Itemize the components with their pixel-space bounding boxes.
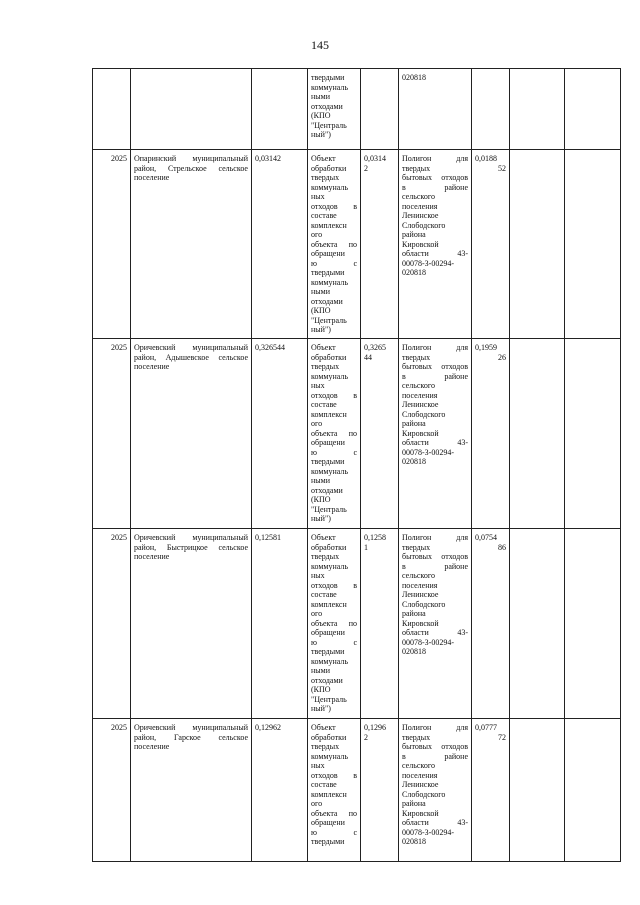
- share-cell: [472, 529, 510, 719]
- landfill-line: бытовых отходов: [402, 552, 468, 561]
- share-line: 0,0188: [475, 154, 497, 163]
- table-row: [93, 719, 621, 862]
- district-line: поселение: [134, 742, 170, 751]
- object-line: составе: [311, 780, 337, 789]
- area-cell: [252, 69, 308, 150]
- landfill-line: области 43-: [402, 628, 468, 637]
- value-line: 1: [364, 542, 368, 552]
- object-line: отходов в: [311, 390, 357, 400]
- object-line: "Централь: [311, 120, 347, 130]
- landfill-line: Ленинское: [402, 211, 439, 220]
- landfill-line: Слободского: [402, 220, 446, 230]
- value-line: 2: [364, 163, 368, 173]
- area-cell: 0,03142: [252, 150, 308, 339]
- landfill-line: области 43-: [402, 249, 468, 258]
- landfill-line: района: [402, 419, 426, 428]
- share-cell: [472, 69, 510, 150]
- landfill-line: 020818: [402, 73, 426, 82]
- object-line: ого: [311, 609, 323, 618]
- area-cell: 0,12962: [252, 719, 308, 862]
- table-row: [93, 529, 621, 719]
- object-line: составе: [311, 400, 337, 409]
- object-line: "Централь: [311, 504, 347, 514]
- district-line: Оричевский муниципальный: [134, 723, 248, 732]
- landfill-line: района: [402, 609, 426, 618]
- table-row: [93, 339, 621, 529]
- share-cell: [472, 150, 510, 339]
- object-line: твердыми: [311, 73, 345, 82]
- district-line: район, Стрельское сельское: [134, 163, 248, 173]
- object-line: Объект: [311, 533, 336, 542]
- landfill-line: в районе: [402, 371, 468, 381]
- object-line: отходов в: [311, 770, 357, 780]
- object-line: ными: [311, 92, 330, 101]
- landfill-line: твердых: [402, 163, 431, 173]
- district-cell: [131, 69, 252, 150]
- object-line: объекта по: [311, 618, 357, 628]
- object-line: обращени: [311, 249, 345, 258]
- object-line: "Централь: [311, 694, 347, 704]
- landfill-line: Кировской: [402, 428, 439, 438]
- landfill-line: в районе: [402, 182, 468, 192]
- object-line: отходов в: [311, 201, 357, 211]
- share-cell: [472, 719, 510, 862]
- object-cell: [308, 529, 361, 719]
- district-cell: [131, 150, 252, 339]
- share-cell: [472, 339, 510, 529]
- landfill-line: в районе: [402, 561, 468, 571]
- object-line: ных: [311, 192, 325, 201]
- object-line: твердыми: [311, 647, 345, 656]
- landfill-line: 020818: [402, 268, 426, 277]
- value-cell: [361, 150, 399, 339]
- landfill-line: поселения: [402, 201, 438, 211]
- district-cell: [131, 719, 252, 862]
- district-cell: [131, 339, 252, 529]
- landfill-line: бытовых отходов: [402, 362, 468, 371]
- object-line: обработки: [311, 163, 347, 173]
- landfill-line: твердых: [402, 732, 431, 742]
- object-line: ный"): [311, 130, 331, 139]
- district-line: поселение: [134, 173, 170, 182]
- year-cell: [93, 69, 131, 150]
- landfill-line: Кировской: [402, 239, 439, 249]
- district-line: поселение: [134, 362, 170, 371]
- object-cell: [308, 150, 361, 339]
- landfill-line: Ленинское: [402, 590, 439, 599]
- year-cell: 2025: [93, 529, 131, 719]
- object-line: коммуналь: [311, 466, 348, 476]
- object-line: коммуналь: [311, 182, 348, 192]
- share-line: 0,1959: [475, 343, 497, 352]
- object-cell: [308, 69, 361, 150]
- share-line: 72: [498, 732, 506, 742]
- landfill-line: области 43-: [402, 818, 468, 827]
- object-line: твердыми: [311, 268, 345, 277]
- district-line: район, Адышевское сельское: [134, 352, 248, 362]
- empty-cell: [565, 150, 621, 339]
- landfill-line: 020818: [402, 837, 426, 846]
- object-line: ный"): [311, 514, 331, 523]
- object-line: (КПО: [311, 495, 331, 504]
- object-cell: [308, 339, 361, 529]
- district-line: район, Гарское сельское: [134, 732, 248, 742]
- object-line: коммуналь: [311, 751, 348, 761]
- object-line: отходов в: [311, 580, 357, 590]
- landfill-line: поселения: [402, 770, 438, 780]
- district-line: район, Быстрицкое сельское: [134, 542, 248, 552]
- area-cell: 0,12581: [252, 529, 308, 719]
- object-line: твердыми: [311, 457, 345, 466]
- landfill-line: Полигон для: [402, 533, 468, 542]
- landfill-cell: [399, 339, 472, 529]
- value-line: 0,0314: [364, 154, 386, 163]
- empty-cell: [510, 339, 565, 529]
- object-line: объекта по: [311, 239, 357, 249]
- value-line: 44: [364, 352, 372, 362]
- landfill-line: Ленинское: [402, 780, 439, 789]
- area-cell: 0,326544: [252, 339, 308, 529]
- empty-cell: [510, 719, 565, 862]
- object-line: ого: [311, 419, 323, 428]
- landfill-line: Полигон для: [402, 154, 468, 163]
- object-line: ого: [311, 230, 323, 239]
- landfill-line: 00078-З-00294-: [402, 827, 454, 837]
- document-table: [92, 68, 621, 862]
- landfill-line: области 43-: [402, 438, 468, 447]
- district-line: Опаринский муниципальный: [134, 154, 248, 163]
- object-line: ных: [311, 381, 325, 390]
- object-line: ными: [311, 666, 330, 675]
- object-line: твердыми: [311, 837, 345, 846]
- landfill-line: поселения: [402, 580, 438, 590]
- empty-cell: [510, 150, 565, 339]
- object-line: ого: [311, 799, 323, 808]
- object-line: (КПО: [311, 111, 331, 120]
- landfill-line: сельского: [402, 571, 435, 580]
- object-line: твердых: [311, 742, 340, 751]
- object-line: обращени: [311, 438, 345, 447]
- landfill-line: района: [402, 230, 426, 239]
- value-line: 2: [364, 732, 368, 742]
- table-body: [93, 69, 621, 862]
- landfill-line: Полигон для: [402, 723, 468, 732]
- object-line: ю с: [311, 447, 357, 457]
- object-line: комплексн: [311, 599, 347, 609]
- empty-cell: [565, 719, 621, 862]
- year-cell: 2025: [93, 150, 131, 339]
- landfill-cell: [399, 529, 472, 719]
- object-line: коммуналь: [311, 371, 348, 381]
- object-line: Объект: [311, 343, 336, 352]
- object-line: ю с: [311, 637, 357, 647]
- share-line: 26: [498, 352, 506, 362]
- share-line: 0,0777: [475, 723, 497, 732]
- object-line: обращени: [311, 818, 345, 827]
- object-line: отходами: [311, 675, 343, 685]
- share-line: 86: [498, 542, 506, 552]
- object-line: ю с: [311, 827, 357, 837]
- object-line: ных: [311, 761, 325, 770]
- object-line: твердых: [311, 362, 340, 371]
- value-line: 0,3265: [364, 343, 386, 352]
- landfill-line: района: [402, 799, 426, 808]
- share-line: 0,0754: [475, 533, 497, 542]
- landfill-line: сельского: [402, 192, 435, 201]
- empty-cell: [510, 69, 565, 150]
- object-line: Объект: [311, 154, 336, 163]
- landfill-line: твердых: [402, 542, 431, 552]
- landfill-line: Полигон для: [402, 343, 468, 352]
- landfill-line: Слободского: [402, 789, 446, 799]
- object-line: комплексн: [311, 409, 347, 419]
- year-cell: 2025: [93, 719, 131, 862]
- district-line: Оричевский муниципальный: [134, 533, 248, 542]
- object-line: ных: [311, 571, 325, 580]
- landfill-line: поселения: [402, 390, 438, 400]
- value-line: 0,1258: [364, 533, 386, 542]
- landfill-line: Ленинское: [402, 400, 439, 409]
- empty-cell: [565, 69, 621, 150]
- value-cell: [361, 529, 399, 719]
- object-line: коммуналь: [311, 82, 348, 92]
- object-line: отходами: [311, 485, 343, 495]
- object-line: ными: [311, 287, 330, 296]
- empty-cell: [565, 529, 621, 719]
- object-line: обращени: [311, 628, 345, 637]
- page-number: 145: [311, 38, 329, 52]
- object-line: "Централь: [311, 315, 347, 325]
- empty-cell: [510, 529, 565, 719]
- landfill-line: бытовых отходов: [402, 742, 468, 751]
- object-line: отходами: [311, 296, 343, 306]
- landfill-line: сельского: [402, 381, 435, 390]
- table-row: [93, 69, 621, 150]
- district-line: Оричевский муниципальный: [134, 343, 248, 352]
- landfill-line: 020818: [402, 647, 426, 656]
- object-line: ю с: [311, 258, 357, 268]
- object-line: коммуналь: [311, 656, 348, 666]
- landfill-line: Кировской: [402, 618, 439, 628]
- value-cell: [361, 69, 399, 150]
- empty-cell: [565, 339, 621, 529]
- object-line: отходами: [311, 101, 343, 111]
- landfill-line: Кировской: [402, 808, 439, 818]
- object-line: Объект: [311, 723, 336, 732]
- object-line: обработки: [311, 732, 347, 742]
- object-line: твердых: [311, 173, 340, 182]
- landfill-line: Слободского: [402, 409, 446, 419]
- object-line: объекта по: [311, 808, 357, 818]
- object-line: обработки: [311, 352, 347, 362]
- object-line: комплексн: [311, 220, 347, 230]
- landfill-cell: [399, 719, 472, 862]
- district-cell: [131, 529, 252, 719]
- object-line: (КПО: [311, 306, 331, 315]
- value-line: 0,1296: [364, 723, 386, 732]
- object-line: ный"): [311, 704, 331, 713]
- object-line: твердых: [311, 552, 340, 561]
- object-line: коммуналь: [311, 561, 348, 571]
- share-line: 52: [498, 163, 506, 173]
- landfill-line: бытовых отходов: [402, 173, 468, 182]
- landfill-line: 020818: [402, 457, 426, 466]
- value-cell: [361, 719, 399, 862]
- object-line: составе: [311, 590, 337, 599]
- object-line: ными: [311, 476, 330, 485]
- object-line: объекта по: [311, 428, 357, 438]
- landfill-line: 00078-З-00294-: [402, 637, 454, 647]
- landfill-line: сельского: [402, 761, 435, 770]
- district-line: поселение: [134, 552, 170, 561]
- landfill-line: 00078-З-00294-: [402, 258, 454, 268]
- object-line: (КПО: [311, 685, 331, 694]
- table-row: [93, 150, 621, 339]
- landfill-cell: [399, 69, 472, 150]
- year-cell: 2025: [93, 339, 131, 529]
- landfill-line: Слободского: [402, 599, 446, 609]
- landfill-line: в районе: [402, 751, 468, 761]
- landfill-line: твердых: [402, 352, 431, 362]
- object-line: коммуналь: [311, 277, 348, 287]
- object-cell: [308, 719, 361, 862]
- value-cell: [361, 339, 399, 529]
- object-line: ный"): [311, 325, 331, 334]
- object-line: обработки: [311, 542, 347, 552]
- landfill-cell: [399, 150, 472, 339]
- landfill-line: 00078-З-00294-: [402, 447, 454, 457]
- object-line: комплексн: [311, 789, 347, 799]
- object-line: составе: [311, 211, 337, 220]
